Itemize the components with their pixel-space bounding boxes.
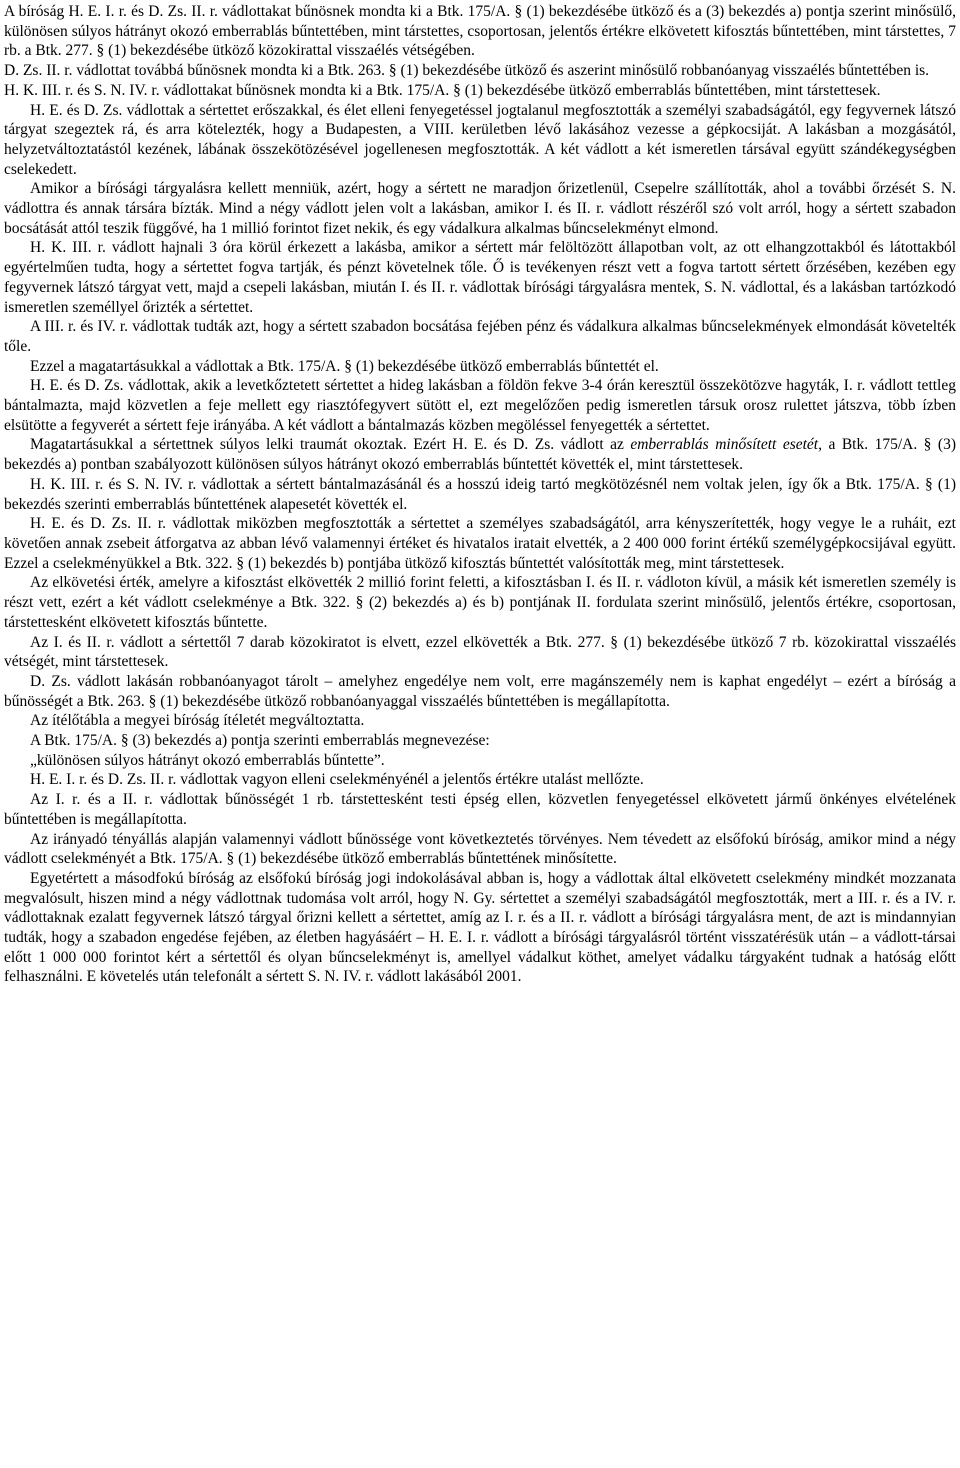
heading-verdict-3: H. K. III. r. és S. N. IV. r. vádlottakat bűnösnek mondta ki a Btk. 175/A. § (1) bekezdésébe ütköző emberrablás bűntettében, mint társtettesek. xyxy=(4,81,881,99)
paragraph-qualification-2: H. E. és D. Zs. vádlottak, akik a levetkőztetett sértettet a hideg lakásban a földön fekve 3-4 órán keresztül összekötözve hagyták, I. r. vádlott tettleg bántalmazta, majd közvetlen a feje mellett egy riasztófegyvert sütött el, ezt megelőzően pedig ismeretlen társuk orosz rulettet játszva, több ízben elsütötte a fegyverét a sértett feje irányába. A két vádlott a bántalmazás közben megöléssel fenyegették a sértettet. xyxy=(4,377,956,434)
heading-verdict-1: A bíróság H. E. I. r. és D. Zs. II. r. vádlottakat bűnösnek mondta ki a Btk. 175/A. § (1) bekezdésébe ütköző és a (3) bekezdés a) pontja szerint minősülő, különösen súlyos hátrányt okozó emberrablás bűntettében, mint társtettes, csoportosan, jelentős értékre elkövetett kifosztás bűntettében, mint társtettes, 7 rb. a Btk. 277. § (1) bekezdésébe ütköző közokirattal visszaélés vétségében. xyxy=(4,3,956,60)
paragraph-reasoning-1: Az irányadó tényállás alapján valamennyi vádlott bűnössége vont következtetés törvényes. Nem tévedett az elsőfokú bíróság, amikor mind a négy vádlott cselekményét a Btk. 175/A. § (1) bekezdésébe ütköző emberrablás bűntettének minősítette. xyxy=(4,830,956,868)
paragraph-robbery-1: H. E. és D. Zs. II. r. vádlottak miközben megfosztották a sértettet a személyes szabadságától, arra kényszerítették, hogy vegye le a ruháit, ezt követően annak zsebeit átforgatva az abban lévő valamennyi értéket és hivatalos iratait elvették, a 2 400 000 forint értékű személygépkocsijával együtt. Ezzel a cselekményükkel a Btk. 322. § (1) bekezdés b) pontjába ütköző kifosztás bűntettét valósították meg, mint társtettesek. xyxy=(4,515,956,572)
paragraph-qualification-4: H. K. III. r. és S. N. IV. r. vádlottak a sértett bántalmazásánál és a hosszú ideig tartó megkötözésnél nem voltak jelen, így ők a Btk. 175/A. § (1) bekezdés szerinti emberrablás bűntettének alapesetét követték el. xyxy=(4,475,956,513)
paragraph-appeal-1: Az ítélőtábla a megyei bíróság ítéletét megváltoztatta. xyxy=(30,712,365,730)
italic-emphasis: emberrablás minősített esetét, xyxy=(630,436,822,454)
paragraph-appeal-4: H. E. I. r. és D. Zs. II. r. vádlottak vagyon elleni cselekményénél a jelentős értékre utalást mellőzte. xyxy=(30,771,644,789)
paragraph-facts-3: H. K. III. r. vádlott hajnali 3 óra körül érkezett a lakásba, amikor a sértett már felöltözött állapotban volt, az ott elhangzottakból és látottakból egyértelműen tudta, hogy a sértettet fogva tartják, és pénzt követelnek tőle. Ő is tevékenyen részt vett a fogva tartott sértett őrzésében, kezében egy fegyvernek látszó tárgyat vett, majd a csepeli lakásban, miután I. és II. r. vádlottak bírósági tárgyalásra mentek, S. N. vádlottal, és a lakásban tartózkodó ismeretlen személlyel őrizték a sértettet. xyxy=(4,239,956,316)
heading-verdict-2: D. Zs. II. r. vádlottat továbbá bűnösnek mondta ki a Btk. 263. § (1) bekezdésébe ütköző és aszerint minősülő robbanóanyag visszaélés bűntettében is. xyxy=(4,62,930,80)
paragraph-appeal-3: „különösen súlyos hátrányt okozó emberrablás bűntette”. xyxy=(30,751,385,769)
paragraph-facts-1: H. E. és D. Zs. vádlottak a sértettet erőszakkal, és élet elleni fenyegetéssel jogtalanul megfosztották a személyi szabadságától, egy fegyvernek látszó tárgyat szegeztek rá, és arra kötelezték, hogy a Budapesten, a VIII. kerületben lévő lakásához vezesse a gépkocsiját. A lakásban a mozgásától, helyzetváltoztatástól kezének, lábának összekötözésével jogellenesen megfosztották. A két vádlott a két ismeretlen társával együtt szándékegységben cselekedett. xyxy=(4,101,956,178)
paragraph-qualification-1: Ezzel a magatartásukkal a vádlottak a Btk. 175/A. § (1) bekezdésébe ütköző emberrablás bűntettét el. xyxy=(30,357,659,375)
paragraph-qualification-3 xyxy=(4,435,956,474)
paragraph-facts-4: A III. r. és IV. r. vádlottak tudták azt, hogy a sértett szabadon bocsátása fejében pénz és vádalkura alkalmas bűncselekmények elmondását követelték tőle. xyxy=(4,318,956,355)
paragraph-qualification-3-text: Magatartásukkal a sértettnek súlyos lelki traumát okoztak. Ezért H. E. és D. Zs. vádlott az emberrablás minősített esetét, a Btk. 175/A. § (3) bekezdés a) pontban szabályozott különösen súlyos hátrányt okozó emberrablás bűntettét követték el, mint társtettesek. xyxy=(4,436,956,474)
paragraph-facts-2: Amikor a bírósági tárgyalásra kellett menniük, azért, hogy a sértett ne maradjon őrizetlenül, Csepelre szállították, ahol a további őrzését S. N. vádlottra és annak társára bízták. Mind a négy vádlott jelen volt a lakásban, amikor I. és II. r. vádlott részéről szó volt arról, hogy a sértett szabadon bocsátását attól teszik függővé, ha 1 millió forintot fizet nekik, és egy vádalkura alkalmas bűncselekményt elmond. xyxy=(4,180,956,237)
paragraph-documents: Az I. és II. r. vádlott a sértettől 7 darab közokiratot is elvett, ezzel elkövették a Btk. 277. § (1) bekezdésébe ütköző 7 rb. közokirattal visszaélés vétségét, mint társtettesek. xyxy=(4,633,956,671)
paragraph-appeal-5: Az I. r. és a II. r. vádlottak bűnösségét 1 rb. társtettesként testi épség ellen, közvetlen fenyegetéssel elkövetett jármű önkényes elvételének bűntettében is megállapította. xyxy=(4,791,956,828)
paragraph-robbery-2: Az elkövetési érték, amelyre a kifosztást elkövették 2 millió forint feletti, a kifosztásban I. és II. r. vádloton kívül, a másik két ismeretlen személy is részt vett, ezért a két vádlott cselekménye a Btk. 322. § (2) bekezdés a) és b) pontjának II. fordulata szerint minősülő, jelentős értékre, csoportosan, társtettesként elkövetett kifosztás bűntette. xyxy=(4,574,956,631)
paragraph-appeal-2: A Btk. 175/A. § (3) bekezdés a) pontja szerinti emberrablás megnevezése: xyxy=(30,732,490,750)
paragraph-reasoning-2: Egyetértett a másodfokú bíróság az elsőfokú bíróság jogi indokolásával abban is, hogy a vádlottak által elkövetett cselekmény mindkét mozzanata megvalósult, hiszen mind a négy vádlottnak tudomása volt arról, hogy N. Gy. sértettet a személyi szabadságától megfosztották, mert a III. r. és a IV. r. vádlottaknak ezalatt fegyvernek látszó tárgyal őrizni kellett a sértettet, amíg az I. r. és a II. r. vádlott a bírósági tárgyalásra ment, de azt is mindannyian tudták, hogy a szabadon engedése fejében, az életben hagyásáért – H. E. I. r. vádlott a bírósági tárgyalásról történt visszatérésük után – a vádlott-társai előtt 1 000 000 forintot kért a sértettől és olyan bűncselekményt is, amellyel vádalkut köthet, amelyet vádalku tárgyaként tudnak a hatóság előtt felhasználni. E követelés után telefonált a sértett S. N. IV. r. vádlott lakásából 2001. xyxy=(4,869,956,986)
paragraph-explosives: D. Zs. vádlott lakásán robbanóanyagot tárolt – amelyhez engedélye nem volt, erre magánszemély nem is kaphat engedélyt – ezért a bíróság a bűnösségét a Btk. 263. § (1) bekezdésébe ütköző robbanóanyaggal visszaélés bűntettében is megállapította. xyxy=(4,672,956,710)
